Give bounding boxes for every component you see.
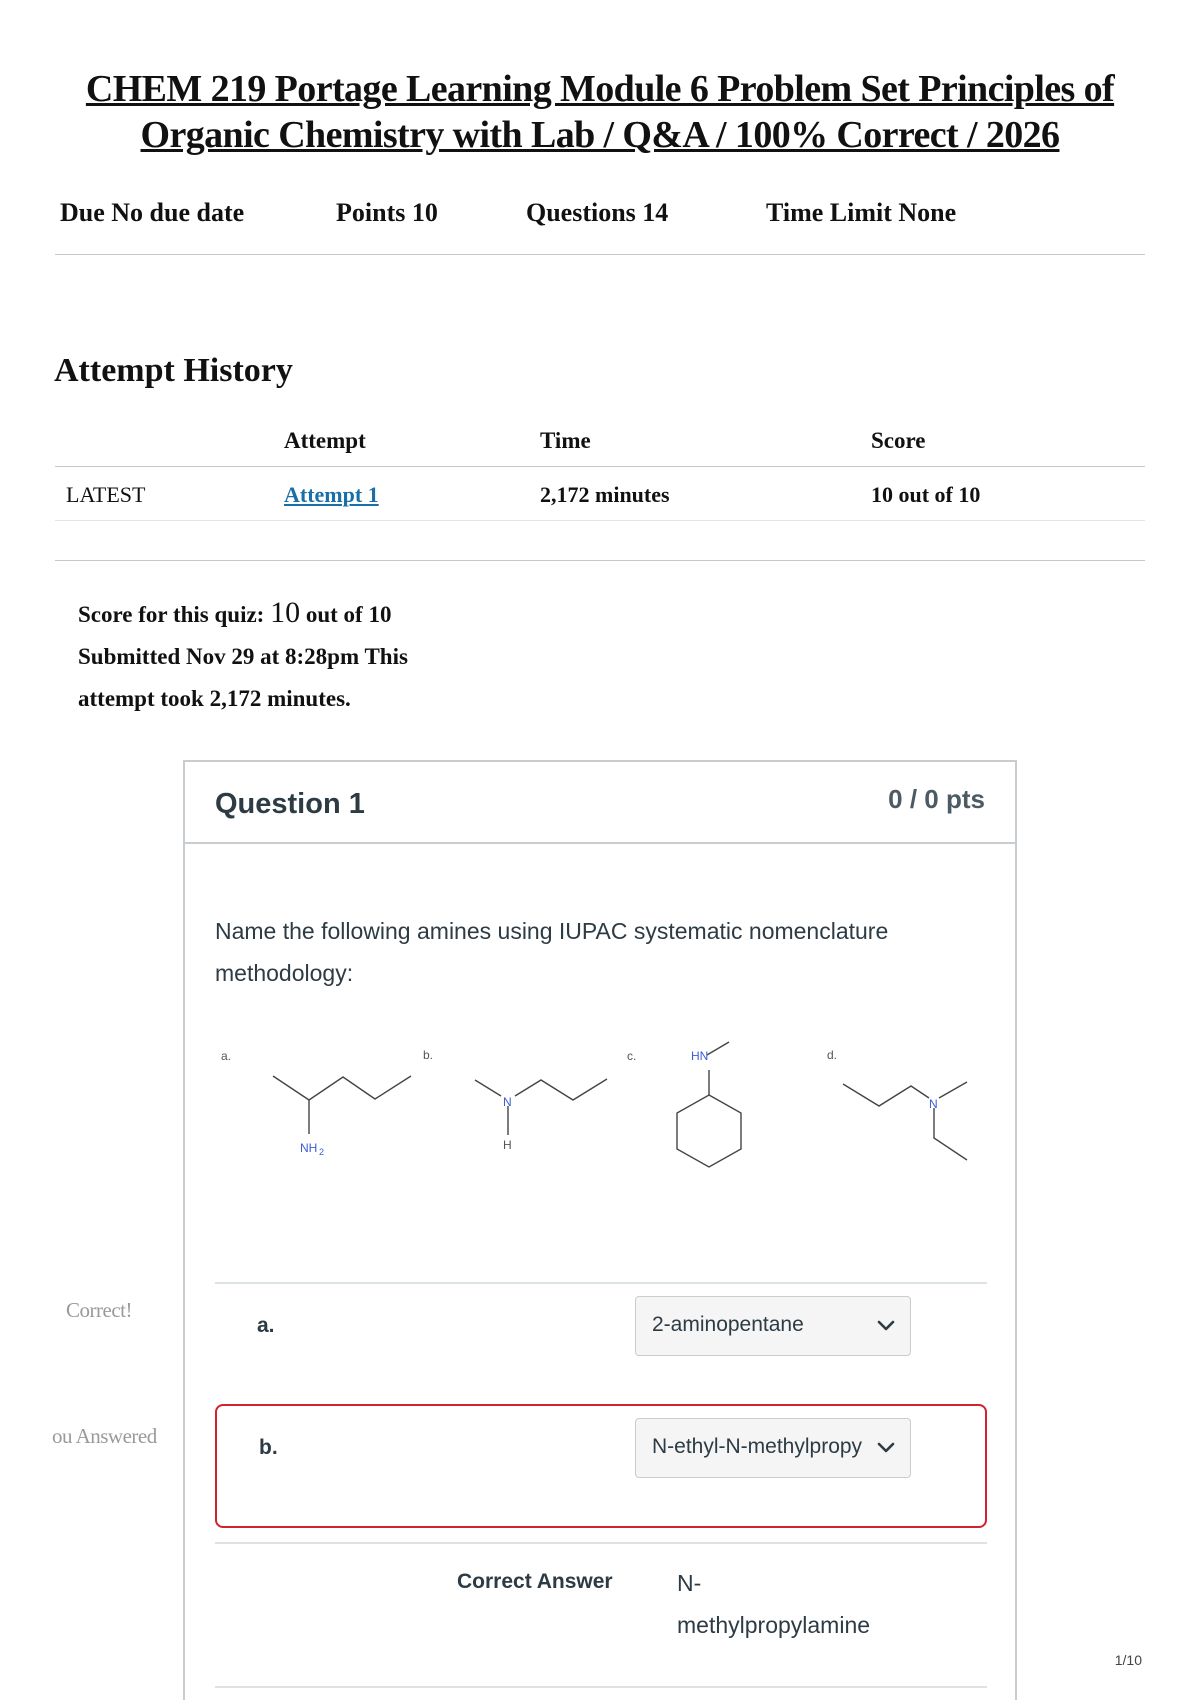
- question-header: [185, 762, 1015, 844]
- question-count: Questions 14: [526, 198, 669, 227]
- correct-answer-value: [677, 1562, 917, 1646]
- structure-c: [677, 1042, 741, 1167]
- latest-tag: LATEST: [66, 482, 146, 507]
- structure-a: [273, 1076, 411, 1134]
- question-title: Question 1: [215, 788, 365, 820]
- structure-a-nh: NH: [300, 1141, 318, 1155]
- attempt-time: 2,172 minutes: [540, 482, 670, 507]
- answer-a-value: 2-aminopentane: [652, 1313, 804, 1336]
- quiz-score-line: [78, 592, 498, 636]
- structure-label-d: d.: [827, 1048, 838, 1062]
- structure-b-h: H: [503, 1138, 512, 1152]
- correct-side-label: Correct!: [66, 1298, 132, 1322]
- attempt-history-title: Attempt History: [54, 352, 293, 389]
- time-limit: Time Limit None: [766, 198, 957, 227]
- quiz-meta-row: [60, 198, 1140, 232]
- answer-b-select[interactable]: [635, 1418, 911, 1478]
- chevron-down-icon: [874, 1313, 898, 1337]
- structure-a-nh-sub: 2: [319, 1147, 325, 1157]
- answer-b-label: b.: [259, 1436, 278, 1459]
- structure-label-c: c.: [627, 1049, 637, 1063]
- structure-label-b: b.: [423, 1048, 434, 1062]
- chevron-down-icon: [874, 1435, 898, 1459]
- attempt-score: 10 out of 10: [871, 482, 981, 507]
- score-suffix: out of 10: [305, 602, 392, 627]
- history-row-divider: [55, 520, 1145, 521]
- structure-b-n: N: [503, 1095, 512, 1109]
- question-text: Name the following amines using IUPAC systematic nomenclature methodology:: [215, 918, 889, 986]
- duration-line: attempt took 2,172 minutes.: [78, 686, 351, 711]
- correct-answer-line1: N-: [677, 1570, 702, 1596]
- correct-answer-caption: Correct Answer: [457, 1570, 613, 1593]
- correct-answer-line2: methylpropylamine: [677, 1612, 871, 1638]
- submitted-line: Submitted Nov 29 at 8:28pm This: [78, 644, 408, 669]
- history-section-divider: [55, 560, 1145, 561]
- page-number: 1/10: [1114, 1652, 1142, 1668]
- history-header-attempt: Attempt: [284, 428, 366, 453]
- question-points: 0 / 0 pts: [888, 784, 985, 814]
- structure-b: [475, 1079, 607, 1135]
- structure-d: [843, 1082, 967, 1160]
- meta-divider: [55, 254, 1145, 255]
- document-title: CHEM 219 Portage Learning Module 6 Problem Set Principles of Organic Chemistry with Lab / Q&A / 100% Correct / 2026: [85, 68, 1115, 156]
- answer-divider-top: [215, 1282, 987, 1284]
- answer-divider-bottom: [215, 1542, 987, 1544]
- you-answered-side-label: ou Answered: [52, 1424, 157, 1448]
- history-header-time: Time: [540, 428, 591, 453]
- history-header-score: Score: [871, 428, 926, 453]
- history-header-divider: [55, 466, 1145, 467]
- answer-a-select[interactable]: [635, 1296, 911, 1356]
- due-date: Due No due date: [60, 198, 245, 227]
- amine-structures: [215, 1002, 995, 1202]
- answer-divider-end: [215, 1686, 987, 1688]
- structure-d-n: N: [929, 1097, 938, 1111]
- score-prefix: Score for this quiz:: [78, 602, 265, 627]
- question-card: [183, 760, 1017, 1700]
- structure-label-a: a.: [221, 1049, 232, 1063]
- score-value: 10: [270, 596, 301, 629]
- structure-c-hn: HN: [691, 1049, 709, 1063]
- quiz-summary: [78, 592, 498, 720]
- points-total: Points 10: [336, 198, 438, 227]
- answer-b-value: N-ethyl-N-methylpropy: [652, 1435, 862, 1458]
- answer-a-label: a.: [257, 1314, 275, 1337]
- attempt-link[interactable]: Attempt 1: [284, 482, 379, 507]
